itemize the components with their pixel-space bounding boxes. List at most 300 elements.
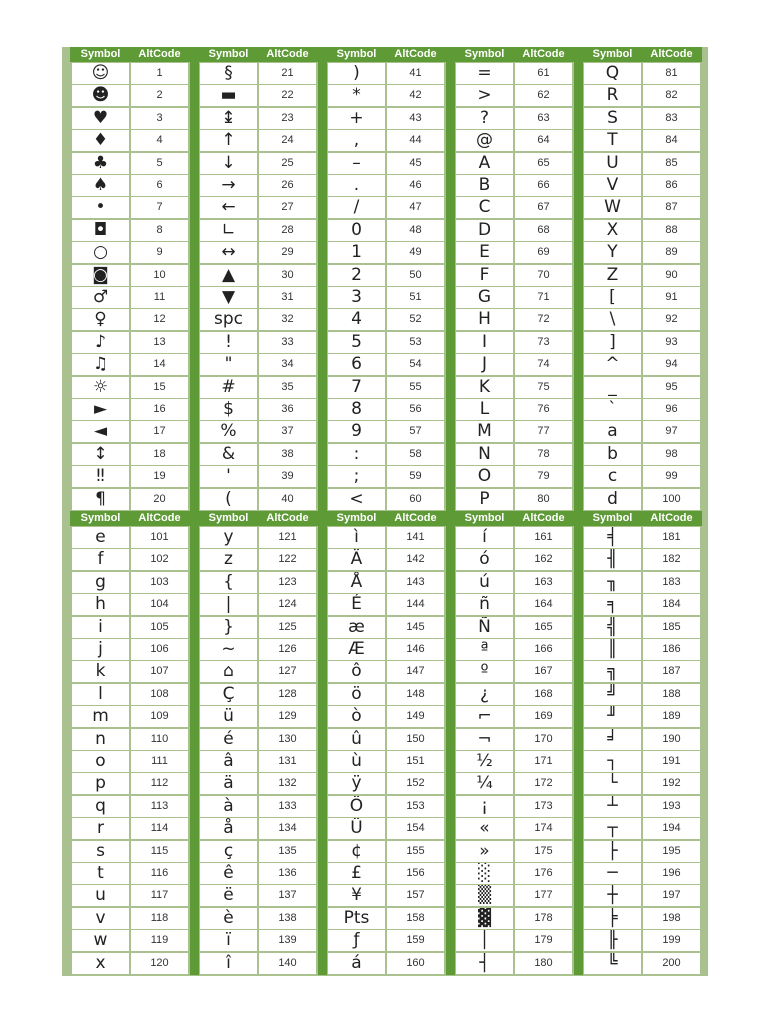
- table-row: [198, 594, 318, 615]
- symbol-cell: ┤: [456, 953, 513, 974]
- symbol-cell: ¿: [456, 684, 513, 705]
- altcode-cell: 54: [387, 354, 444, 375]
- altcode-cell: 149: [387, 706, 444, 727]
- table-row: [582, 175, 702, 196]
- symbol-cell: ": [200, 354, 257, 375]
- table-row: [582, 309, 702, 330]
- symbol-cell: P: [456, 489, 513, 510]
- header-altcode: AltCode: [522, 512, 565, 524]
- altcode-cell: 151: [387, 751, 444, 772]
- table-row: [70, 332, 190, 353]
- symbol-cell: ]: [584, 332, 641, 353]
- table-row: [70, 863, 190, 884]
- symbol-cell: g: [72, 572, 129, 593]
- altcode-cell: 82: [643, 85, 700, 106]
- table-row: [70, 953, 190, 974]
- altcode-cell: 40: [259, 489, 316, 510]
- altcode-cell: 73: [515, 332, 572, 353]
- symbol-cell: ç: [200, 841, 257, 862]
- table-row: [198, 572, 318, 593]
- symbol-cell: û: [328, 729, 385, 750]
- table-row: [70, 885, 190, 906]
- table-row: [198, 175, 318, 196]
- altcode-cell: 45: [387, 153, 444, 174]
- table-row: [582, 421, 702, 442]
- altcode-cell: 92: [643, 309, 700, 330]
- altcode-cell: 51: [387, 287, 444, 308]
- symbol-cell: @: [456, 130, 513, 151]
- altcode-cell: 29: [259, 242, 316, 263]
- altcode-cell: 67: [515, 197, 572, 218]
- altcode-cell: 115: [131, 841, 188, 862]
- symbol-cell: ◄: [72, 421, 129, 442]
- symbol-cell: Ä: [328, 549, 385, 570]
- symbol-cell: {: [200, 572, 257, 593]
- altcode-cell: 145: [387, 617, 444, 638]
- altcode-cell: 150: [387, 729, 444, 750]
- table-row: [454, 773, 574, 794]
- table-row: [582, 841, 702, 862]
- symbol-cell: e: [72, 527, 129, 548]
- altcode-cell: 48: [387, 220, 444, 241]
- table-row: [582, 242, 702, 263]
- symbol-cell: í: [456, 527, 513, 548]
- table-row: [326, 908, 446, 929]
- symbol-cell: ►: [72, 399, 129, 420]
- table-row: [198, 220, 318, 241]
- altcode-cell: 59: [387, 466, 444, 487]
- table-row: [70, 466, 190, 487]
- altcode-cell: 130: [259, 729, 316, 750]
- table-row: [198, 399, 318, 420]
- altcode-cell: 162: [515, 549, 572, 570]
- header-symbol: Symbol: [336, 512, 377, 524]
- table-row: [70, 220, 190, 241]
- symbol-cell: ♠: [72, 175, 129, 196]
- altcode-cell: 18: [131, 444, 188, 465]
- altcode-cell: 60: [387, 489, 444, 510]
- symbol-cell: ó: [456, 549, 513, 570]
- table-row: [326, 265, 446, 286]
- symbol-cell: U: [584, 153, 641, 174]
- altcode-cell: 156: [387, 863, 444, 884]
- table-row: [454, 309, 574, 330]
- symbol-cell: `: [584, 399, 641, 420]
- symbol-cell: ô: [328, 661, 385, 682]
- altcode-cell: 122: [259, 549, 316, 570]
- column-header: [198, 47, 318, 62]
- column-group: [198, 511, 318, 975]
- symbol-cell: ╚: [584, 953, 641, 974]
- symbol-cell: 4: [328, 309, 385, 330]
- altcode-cell: 139: [259, 930, 316, 951]
- altcode-cell: 140: [259, 953, 316, 974]
- altcode-cell: 11: [131, 287, 188, 308]
- altcode-cell: 56: [387, 399, 444, 420]
- symbol-cell: ö: [328, 684, 385, 705]
- symbol-cell: ╖: [584, 572, 641, 593]
- symbol-cell: ┴: [584, 796, 641, 817]
- symbol-cell: b: [584, 444, 641, 465]
- table-row: [70, 197, 190, 218]
- altcode-cell: 68: [515, 220, 572, 241]
- table-row: [326, 751, 446, 772]
- symbol-cell: ?: [456, 108, 513, 129]
- table-row: [582, 549, 702, 570]
- altcode-cell: 81: [643, 63, 700, 84]
- altcode-cell: 147: [387, 661, 444, 682]
- table-row: [582, 908, 702, 929]
- altcode-cell: 200: [643, 953, 700, 974]
- symbol-cell: G: [456, 287, 513, 308]
- symbol-cell: X: [584, 220, 641, 241]
- altcode-cell: 85: [643, 153, 700, 174]
- symbol-cell: ↕: [72, 444, 129, 465]
- table-row: [198, 751, 318, 772]
- table-row: [582, 818, 702, 839]
- altcode-cell: 170: [515, 729, 572, 750]
- table-row: [198, 863, 318, 884]
- table-row: [582, 354, 702, 375]
- symbol-cell: æ: [328, 617, 385, 638]
- table-row: [582, 130, 702, 151]
- symbol-cell: C: [456, 197, 513, 218]
- altcode-cell: 38: [259, 444, 316, 465]
- column-header: [326, 47, 446, 62]
- symbol-cell: :: [328, 444, 385, 465]
- table-row: [70, 818, 190, 839]
- table-row: [198, 108, 318, 129]
- altcode-cell: 69: [515, 242, 572, 263]
- table-row: [582, 287, 702, 308]
- table-row: [454, 220, 574, 241]
- table-row: [70, 489, 190, 510]
- altcode-cell: 157: [387, 885, 444, 906]
- symbol-cell: ☺: [72, 63, 129, 84]
- column-header: [582, 511, 702, 526]
- altcode-sheet: [62, 47, 708, 976]
- symbol-cell: f: [72, 549, 129, 570]
- table-row: [198, 197, 318, 218]
- symbol-cell: â: [200, 751, 257, 772]
- symbol-cell: ♣: [72, 153, 129, 174]
- symbol-cell: ╟: [584, 930, 641, 951]
- symbol-cell: <: [328, 489, 385, 510]
- altcode-cell: 104: [131, 594, 188, 615]
- table-row: [326, 818, 446, 839]
- table-row: [326, 63, 446, 84]
- altcode-cell: 108: [131, 684, 188, 705]
- altcode-cell: 25: [259, 153, 316, 174]
- symbol-cell: à: [200, 796, 257, 817]
- symbol-cell: Ü: [328, 818, 385, 839]
- altcode-cell: 76: [515, 399, 572, 420]
- table-row: [70, 639, 190, 660]
- table-row: [326, 220, 446, 241]
- symbol-cell: ♫: [72, 354, 129, 375]
- table-row: [198, 85, 318, 106]
- altcode-cell: 32: [259, 309, 316, 330]
- symbol-cell: J: [456, 354, 513, 375]
- header-altcode: AltCode: [522, 48, 565, 60]
- table-row: [198, 706, 318, 727]
- symbol-cell: É: [328, 594, 385, 615]
- symbol-cell: ░: [456, 863, 513, 884]
- altcode-cell: 75: [515, 377, 572, 398]
- column-header: [454, 47, 574, 62]
- symbol-cell: ñ: [456, 594, 513, 615]
- altcode-cell: 20: [131, 489, 188, 510]
- table-row: [198, 617, 318, 638]
- table-row: [70, 706, 190, 727]
- symbol-cell: ♂: [72, 287, 129, 308]
- table-row: [582, 773, 702, 794]
- table-row: [582, 639, 702, 660]
- symbol-cell: ⌂: [200, 661, 257, 682]
- table-row: [454, 354, 574, 375]
- table-row: [198, 639, 318, 660]
- altcode-cell: 191: [643, 751, 700, 772]
- table-row: [454, 908, 574, 929]
- table-row: [582, 377, 702, 398]
- table-row: [198, 908, 318, 929]
- column-group: [582, 47, 702, 511]
- altcode-cell: 143: [387, 572, 444, 593]
- symbol-cell: N: [456, 444, 513, 465]
- altcode-cell: 63: [515, 108, 572, 129]
- table-row: [198, 242, 318, 263]
- table-row: [70, 108, 190, 129]
- altcode-cell: 154: [387, 818, 444, 839]
- header-altcode: AltCode: [394, 512, 437, 524]
- column-header: [454, 511, 574, 526]
- symbol-cell: R: [584, 85, 641, 106]
- symbol-cell: l: [72, 684, 129, 705]
- altcode-cell: 164: [515, 594, 572, 615]
- symbol-cell: ~: [200, 639, 257, 660]
- table-row: [582, 63, 702, 84]
- symbol-cell: $: [200, 399, 257, 420]
- altcode-cell: 192: [643, 773, 700, 794]
- altcode-cell: 2: [131, 85, 188, 106]
- table-row: [198, 377, 318, 398]
- symbol-cell: ├: [584, 841, 641, 862]
- symbol-cell: ,: [328, 130, 385, 151]
- symbol-cell: ▓: [456, 908, 513, 929]
- altcode-cell: 111: [131, 751, 188, 772]
- symbol-cell: ♀: [72, 309, 129, 330]
- altcode-cell: 179: [515, 930, 572, 951]
- symbol-cell: d: [584, 489, 641, 510]
- table-row: [198, 421, 318, 442]
- column-group: [326, 511, 446, 975]
- table-row: [70, 796, 190, 817]
- table-row: [70, 309, 190, 330]
- symbol-cell: ü: [200, 706, 257, 727]
- symbol-cell: ▒: [456, 885, 513, 906]
- altcode-cell: 189: [643, 706, 700, 727]
- altcode-cell: 14: [131, 354, 188, 375]
- table-row: [326, 242, 446, 263]
- symbol-cell: F: [456, 265, 513, 286]
- altcode-cell: 165: [515, 617, 572, 638]
- table-row: [70, 85, 190, 106]
- table-row: [454, 130, 574, 151]
- symbol-cell: ╛: [584, 729, 641, 750]
- symbol-cell: ▼: [200, 287, 257, 308]
- header-symbol: Symbol: [592, 48, 633, 60]
- altcode-cell: 89: [643, 242, 700, 263]
- altcode-cell: 173: [515, 796, 572, 817]
- symbol-cell: Ö: [328, 796, 385, 817]
- altcode-cell: 47: [387, 197, 444, 218]
- symbol-cell: |: [200, 594, 257, 615]
- symbol-cell: ù: [328, 751, 385, 772]
- altcode-cell: 136: [259, 863, 316, 884]
- table-row: [326, 684, 446, 705]
- symbol-cell: v: [72, 908, 129, 929]
- altcode-cell: 174: [515, 818, 572, 839]
- table-row: [582, 466, 702, 487]
- symbol-cell: 1: [328, 242, 385, 263]
- altcode-cell: 163: [515, 572, 572, 593]
- altcode-cell: 8: [131, 220, 188, 241]
- altcode-cell: 153: [387, 796, 444, 817]
- altcode-cell: 74: [515, 354, 572, 375]
- symbol-cell: î: [200, 953, 257, 974]
- table-row: [70, 549, 190, 570]
- symbol-cell: .: [328, 175, 385, 196]
- altcode-cell: 176: [515, 863, 572, 884]
- altcode-cell: 141: [387, 527, 444, 548]
- column-header: [582, 47, 702, 62]
- symbol-cell: O: [456, 466, 513, 487]
- table-block: [62, 47, 708, 511]
- altcode-cell: 23: [259, 108, 316, 129]
- table-row: [326, 796, 446, 817]
- table-row: [198, 354, 318, 375]
- altcode-cell: 129: [259, 706, 316, 727]
- table-row: [454, 729, 574, 750]
- table-row: [326, 309, 446, 330]
- symbol-cell: V: [584, 175, 641, 196]
- symbol-cell: o: [72, 751, 129, 772]
- altcode-cell: 127: [259, 661, 316, 682]
- altcode-cell: 101: [131, 527, 188, 548]
- table-row: [326, 153, 446, 174]
- symbol-cell: ): [328, 63, 385, 84]
- altcode-cell: 105: [131, 617, 188, 638]
- table-row: [454, 377, 574, 398]
- symbol-cell: ò: [328, 706, 385, 727]
- table-row: [198, 953, 318, 974]
- altcode-cell: 119: [131, 930, 188, 951]
- altcode-cell: 166: [515, 639, 572, 660]
- symbol-cell: ↨: [200, 108, 257, 129]
- altcode-cell: 159: [387, 930, 444, 951]
- symbol-cell: ‼: [72, 466, 129, 487]
- symbol-cell: ¢: [328, 841, 385, 862]
- symbol-cell: ï: [200, 930, 257, 951]
- table-row: [582, 444, 702, 465]
- altcode-cell: 9: [131, 242, 188, 263]
- altcode-cell: 113: [131, 796, 188, 817]
- symbol-cell: B: [456, 175, 513, 196]
- altcode-cell: 102: [131, 549, 188, 570]
- table-row: [454, 466, 574, 487]
- altcode-cell: 142: [387, 549, 444, 570]
- symbol-cell: •: [72, 197, 129, 218]
- table-row: [454, 242, 574, 263]
- table-row: [326, 572, 446, 593]
- symbol-cell: h: [72, 594, 129, 615]
- table-row: [198, 466, 318, 487]
- symbol-cell: z: [200, 549, 257, 570]
- table-block: [62, 511, 708, 975]
- symbol-cell: ↑: [200, 130, 257, 151]
- symbol-cell: spc: [200, 309, 257, 330]
- altcode-cell: 131: [259, 751, 316, 772]
- table-row: [582, 399, 702, 420]
- symbol-cell: m: [72, 706, 129, 727]
- symbol-cell: n: [72, 729, 129, 750]
- table-row: [454, 684, 574, 705]
- header-symbol: Symbol: [464, 48, 505, 60]
- table-row: [198, 489, 318, 510]
- table-row: [198, 930, 318, 951]
- table-row: [326, 175, 446, 196]
- symbol-cell: 7: [328, 377, 385, 398]
- table-row: [70, 594, 190, 615]
- column-group: [326, 47, 446, 511]
- altcode-cell: 26: [259, 175, 316, 196]
- symbol-cell: ä: [200, 773, 257, 794]
- altcode-cell: 160: [387, 953, 444, 974]
- symbol-cell: !: [200, 332, 257, 353]
- table-row: [198, 841, 318, 862]
- header-symbol: Symbol: [336, 48, 377, 60]
- symbol-cell: E: [456, 242, 513, 263]
- table-row: [454, 489, 574, 510]
- altcode-cell: 36: [259, 399, 316, 420]
- altcode-cell: 98: [643, 444, 700, 465]
- altcode-cell: 24: [259, 130, 316, 151]
- altcode-cell: 95: [643, 377, 700, 398]
- altcode-cell: 124: [259, 594, 316, 615]
- table-row: [582, 108, 702, 129]
- symbol-cell: ♥: [72, 108, 129, 129]
- symbol-cell: º: [456, 661, 513, 682]
- table-row: [70, 153, 190, 174]
- table-row: [70, 729, 190, 750]
- symbol-cell: ┼: [584, 885, 641, 906]
- symbol-cell: ←: [200, 197, 257, 218]
- table-row: [454, 751, 574, 772]
- column-group: [198, 47, 318, 511]
- table-row: [454, 287, 574, 308]
- symbol-cell: »: [456, 841, 513, 862]
- altcode-cell: 15: [131, 377, 188, 398]
- table-row: [198, 63, 318, 84]
- symbol-cell: Å: [328, 572, 385, 593]
- altcode-cell: 70: [515, 265, 572, 286]
- altcode-cell: 57: [387, 421, 444, 442]
- table-row: [326, 706, 446, 727]
- altcode-cell: 4: [131, 130, 188, 151]
- symbol-cell: T: [584, 130, 641, 151]
- header-symbol: Symbol: [592, 512, 633, 524]
- symbol-cell: x: [72, 953, 129, 974]
